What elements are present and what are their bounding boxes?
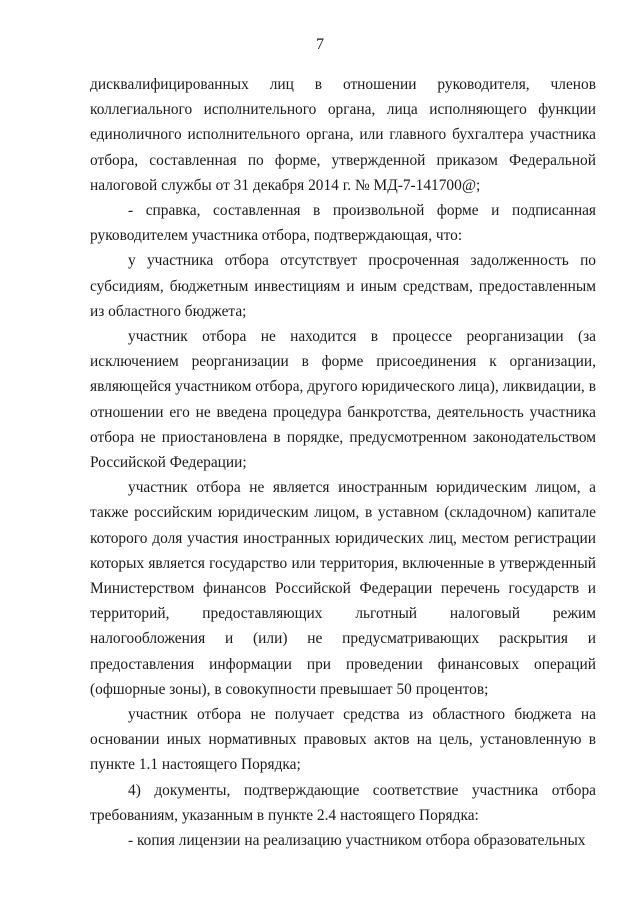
paragraph-license-copy: - копия лицензии на реализацию участником отбора образовательных <box>128 832 586 850</box>
paragraph-no-overdue-debt: у участника отбора отсутствует просроченная задолженность по субсидиям, бюджетным инвестициям и иным средствам, предоставленным из областного бюджета; <box>90 252 596 320</box>
paragraph-disqualified-persons: дисквалифицированных лиц в отношении руководителя, членов коллегиального исполнительного органа, лица исполняющего функции единоличного исполнительного органа, или главного бухгалтера участника отбора, составленная по форме, утвержденной приказом Федеральной налоговой службы от 31 декабря 2014 г. № МД-7-141700@; <box>90 76 596 194</box>
paragraph-no-other-funds: участник отбора не получает средства из областного бюджета на основании иных нормативных правовых актов на цель, установленную в пункте 1.1 настоящего Порядка; <box>90 706 596 774</box>
paragraph-certificate: - справка, составленная в произвольной форме и подписанная руководителем участника отбора, подтверждающая, что: <box>90 202 596 245</box>
document-body <box>90 72 596 853</box>
paragraph-no-reorganization: участник отбора не находится в процессе реорганизации (за исключением реорганизации в форме присоединения к организации, являющейся участником отбора, другого юридического лица), ликвидации, в отношении его не введена процедура банкротства, деятельность участника отбора не приостановлена в порядке, предусмотренном законодательством Российской Федерации; <box>90 328 596 472</box>
page-number: 7 <box>316 36 324 53</box>
paragraph-not-foreign-entity: участник отбора не является иностранным юридическим лицом, а также российским юридическим лицом, в уставном (складочном) капитале которого доля участия иностранных юридических лиц, местом регистрации которых является государство или территория, включенные в утвержденный Министерством финансов Российской Федерации перечень государств и территорий, предоставляющих льготный налоговый режим налогообложения и (или) не предусматривающих раскрытия и предоставления информации при проведении финансовых операций (офшорные зоны), в совокупности превышает 50 процентов; <box>90 479 596 698</box>
paragraph-compliance-documents: 4) документы, подтверждающие соответствие участника отбора требованиям, указанным в пункте 2.4 настоящего Порядка: <box>90 781 596 824</box>
